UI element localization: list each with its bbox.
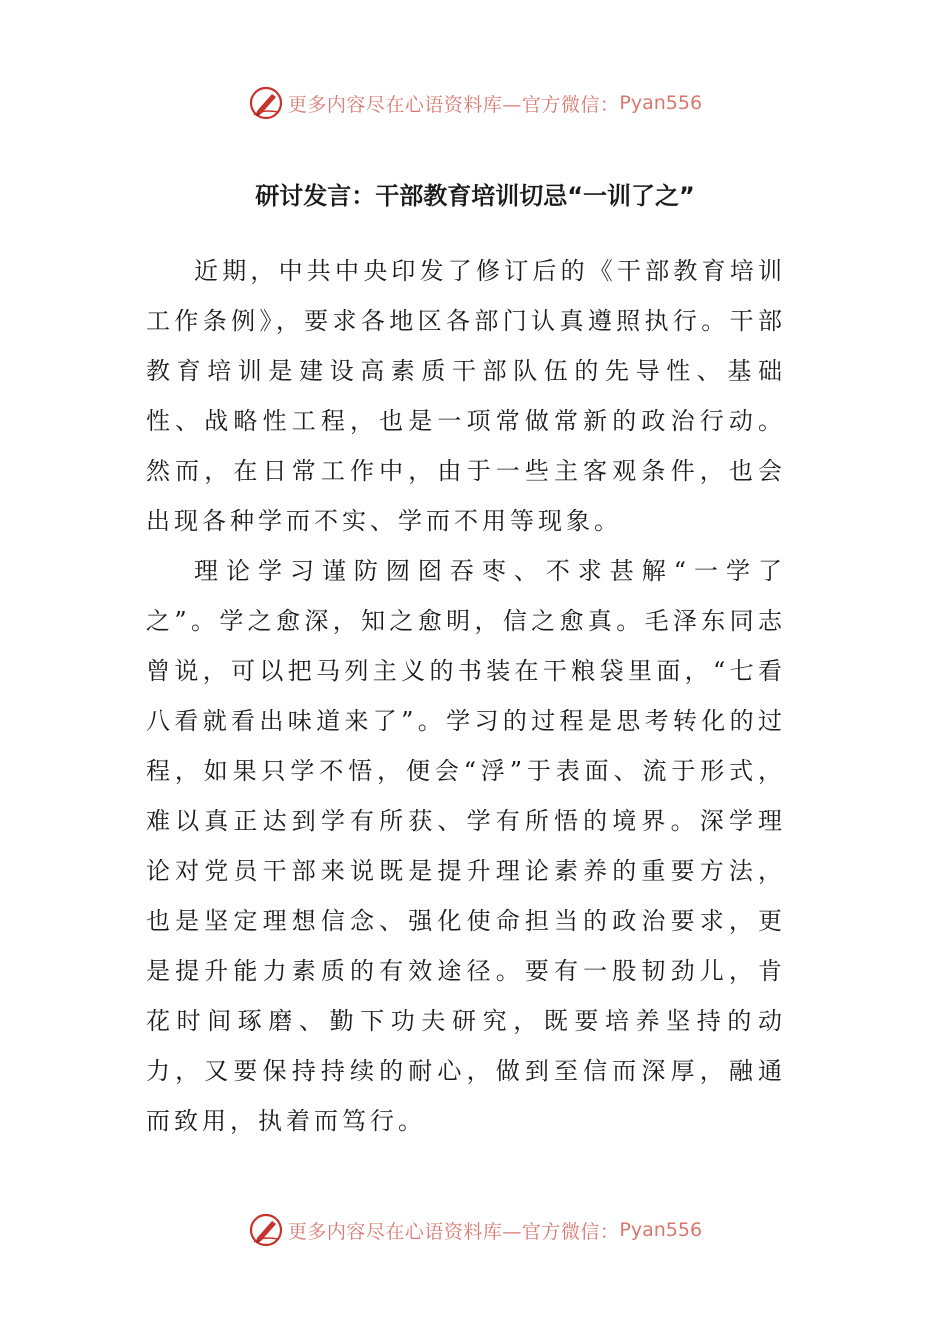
document-title: 研讨发言：干部教育培训切忌“一训了之” — [255, 182, 695, 210]
pen-logo-icon — [248, 85, 284, 121]
document-body — [146, 246, 786, 1146]
header-banner — [0, 83, 950, 123]
pen-logo-icon — [248, 1212, 284, 1248]
banner-wechat-id: Pyan556 — [619, 1219, 703, 1241]
banner-text: 更多内容尽在心语资料库—官方微信： — [287, 93, 620, 116]
footer-banner — [0, 1210, 950, 1250]
paragraph-2: 理论学习谨防囫囵吞枣、不求甚解“一学了之”。学之愈深，知之愈明，信之愈真。毛泽东同志曾说，可以把马列主义的书装在干粮袋里面，“七看八看就看出味道来了”。学习的过程是思考转化的过程，如果只学不悟，便会“浮”于表面、流于形式，难以真正达到学有所获、学有所悟的境界。深学理论对党员干部来说既是提升理论素养的重要方法，也是坚定理想信念、强化使命担当的政治要求，更是提升能力素质的有效途径。要有一股韧劲儿，肯花时间琢磨、勤下功夫研究，既要培养坚持的动力，又要保持持续的耐心，做到至信而深厚，融通而致用，执着而笃行。 — [146, 557, 786, 1135]
banner-text: 更多内容尽在心语资料库—官方微信： — [287, 1220, 620, 1243]
paragraph-1: 近期，中共中央印发了修订后的《干部教育培训工作条例》，要求各地区各部门认真遵照执行。干部教育培训是建设高素质干部队伍的先导性、基础性、战略性工程，也是一项常做常新的政治行动。然而，在日常工作中，由于一些主客观条件，也会出现各种学而不实、学而不用等现象。 — [146, 257, 786, 535]
banner-wechat-id: Pyan556 — [619, 92, 703, 114]
